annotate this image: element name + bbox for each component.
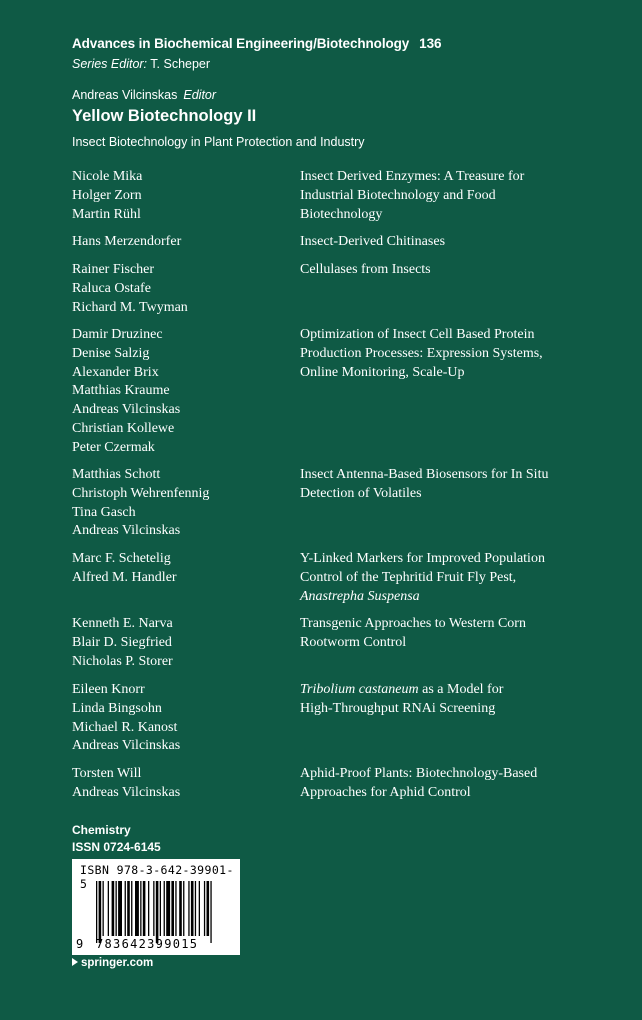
chapter-title-line: Control of the Tephritid Fruit Fly Pest, <box>300 569 517 585</box>
author-name: Richard M. Twyman <box>72 299 188 315</box>
chapter-authors <box>72 681 292 756</box>
chapter-title-line: Transgenic Approaches to Western Corn <box>300 616 526 631</box>
arrow-right-icon <box>72 958 78 966</box>
chapter-title-line: Production Processes: Expression Systems, <box>300 345 543 361</box>
author-name: Matthias Schott <box>72 467 161 482</box>
book-subtitle: Insect Biotechnology in Plant Protection and Industry <box>72 135 365 149</box>
author-name: Andreas Vilcinskas <box>72 402 181 418</box>
chapter-title-line: Insect-Derived Chitinases <box>300 234 446 249</box>
subject-label: Chemistry <box>72 823 131 837</box>
publisher-link[interactable] <box>72 957 153 969</box>
chapter-authors <box>72 261 292 317</box>
chapter-title-line: Optimization of Insect Cell Based Protein <box>300 327 535 342</box>
author-name: Martin Rühl <box>72 206 141 222</box>
subject-block <box>72 822 161 856</box>
author-name: Torsten Will <box>72 766 142 781</box>
author-name: Kenneth E. Narva <box>72 616 173 631</box>
series-number: 136 <box>419 36 442 51</box>
author-name: Christian Kollewe <box>72 420 175 436</box>
series-editor <box>72 57 210 71</box>
chapter-title <box>300 550 580 606</box>
author-name: Raluca Ostafe <box>72 280 151 296</box>
author-name: Eileen Knorr <box>72 682 145 697</box>
chapter-title <box>300 326 580 382</box>
barcode-digits: 783642399015 <box>96 937 199 951</box>
chapter-title-line: Insect Antenna-Based Biosensors for In Situ <box>300 467 549 482</box>
author-name: Alfred M. Handler <box>72 569 177 585</box>
volume-editor-label: Editor <box>183 88 217 102</box>
chapter-authors <box>72 326 292 458</box>
chapter-title-line: Cellulases from Insects <box>300 262 431 277</box>
chapter-title <box>300 466 580 504</box>
chapter-title <box>300 168 580 224</box>
author-name: Christoph Wehrenfennig <box>72 485 210 501</box>
author-name: Hans Merzendorfer <box>72 234 182 249</box>
publisher-link-text: springer.com <box>81 957 154 969</box>
series-editor-name: T. Scheper <box>150 57 211 71</box>
chapter-authors <box>72 765 292 803</box>
chapter-title-line: High-Throughput RNAi Screening <box>300 700 496 716</box>
chapter-title-line: Detection of Volatiles <box>300 485 422 501</box>
author-name: Tina Gasch <box>72 504 136 520</box>
author-name: Andreas Vilcinskas <box>72 523 181 539</box>
chapter-title-line: Approaches for Aphid Control <box>300 784 471 800</box>
chapter-title <box>300 261 580 280</box>
chapter-title-line: Y-Linked Markers for Improved Population <box>300 551 545 566</box>
author-name: Rainer Fischer <box>72 262 155 277</box>
author-name: Alexander Brix <box>72 364 159 380</box>
chapter-title-line: Online Monitoring, Scale-Up <box>300 364 465 380</box>
volume-editor-name: Andreas Vilcinskas <box>72 88 178 102</box>
author-name: Marc F. Schetelig <box>72 551 171 566</box>
chapter-title <box>300 233 580 252</box>
author-name: Damir Druzinec <box>72 327 163 342</box>
author-name: Nicholas P. Storer <box>72 653 173 669</box>
chapter-authors <box>72 168 292 224</box>
chapter-title-text: as a Model for <box>418 682 504 697</box>
author-name: Holger Zorn <box>72 187 142 203</box>
issn-label: ISSN 0724-6145 <box>72 840 161 854</box>
chapter-title-line <box>300 681 580 700</box>
isbn-text: ISBN 978-3-642-39901-5 <box>80 863 234 891</box>
chapter-title <box>300 681 580 719</box>
author-name: Linda Bingsohn <box>72 700 162 716</box>
chapter-title-line: Insect Derived Enzymes: A Treasure for <box>300 169 525 184</box>
author-name: Andreas Vilcinskas <box>72 784 181 800</box>
chapter-title <box>300 765 580 803</box>
series-name: Advances in Biochemical Engineering/Biotechnology <box>72 36 410 51</box>
series-title <box>72 36 441 51</box>
chapter-authors <box>72 466 292 541</box>
series-editor-label: Series Editor: <box>72 57 148 71</box>
chapter-title <box>300 615 580 653</box>
chapter-title-line: Aphid-Proof Plants: Biotechnology-Based <box>300 766 538 781</box>
barcode-first-digit: 9 <box>76 937 84 951</box>
book-title: Yellow Biotechnology II <box>72 107 257 125</box>
author-name: Matthias Kraume <box>72 383 170 399</box>
author-name: Andreas Vilcinskas <box>72 738 181 754</box>
chapter-authors <box>72 615 292 671</box>
author-name: Nicole Mika <box>72 169 143 184</box>
author-name: Michael R. Kanost <box>72 719 178 735</box>
author-name: Denise Salzig <box>72 345 150 361</box>
author-name: Peter Czermak <box>72 439 155 455</box>
chapter-authors <box>72 233 292 252</box>
chapter-authors <box>72 550 292 588</box>
chapter-title-line: Industrial Biotechnology and Food <box>300 187 496 203</box>
chapter-title-line: Biotechnology <box>300 206 383 222</box>
chapter-title-line: Rootworm Control <box>300 634 407 650</box>
volume-editor <box>72 88 216 102</box>
chapter-title-line: Anastrepha Suspensa <box>300 588 420 604</box>
species-name: Tribolium castaneum <box>300 682 419 697</box>
author-name: Blair D. Siegfried <box>72 634 172 650</box>
isbn-barcode <box>72 859 240 955</box>
